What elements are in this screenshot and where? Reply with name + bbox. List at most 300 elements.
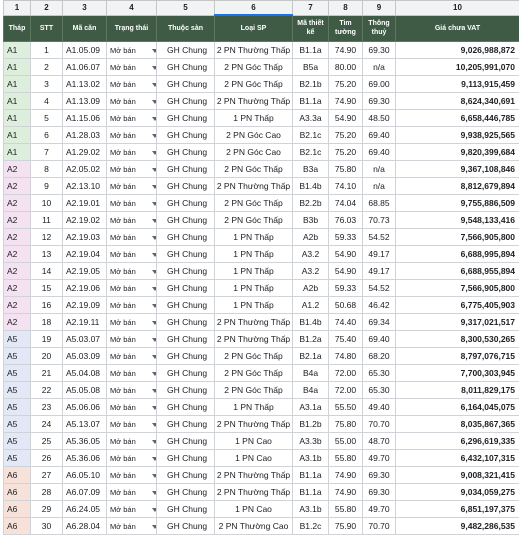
cell-gia[interactable]: 9,034,059,275 — [396, 484, 519, 501]
cell-ma-can[interactable]: A1.05.09 — [63, 42, 107, 59]
cell-thuoc-san[interactable]: GH Chung — [157, 433, 215, 450]
cell-thap[interactable]: A5 — [4, 382, 31, 399]
cell-stt[interactable]: 7 — [31, 144, 63, 161]
cell-stt[interactable]: 9 — [31, 178, 63, 195]
dropdown-arrow-icon[interactable] — [152, 134, 157, 138]
cell-loai-sp[interactable]: 1 PN Thấp — [215, 297, 293, 314]
cell-tim-tuong[interactable]: 55.00 — [329, 433, 363, 450]
cell-gia[interactable]: 9,548,133,416 — [396, 212, 519, 229]
cell-thuoc-san[interactable]: GH Chung — [157, 399, 215, 416]
cell-thuoc-san[interactable]: GH Chung — [157, 501, 215, 518]
dropdown-arrow-icon[interactable] — [152, 202, 157, 206]
cell-loai-sp[interactable]: 1 PN Cao — [215, 501, 293, 518]
cell-stt[interactable]: 29 — [31, 501, 63, 518]
cell-ma-can[interactable]: A1.28.03 — [63, 127, 107, 144]
dropdown-arrow-icon[interactable] — [152, 457, 157, 461]
cell-thap[interactable]: A5 — [4, 365, 31, 382]
cell-trang-thai[interactable] — [107, 195, 157, 212]
cell-loai-sp[interactable]: 2 PN Góc Thấp — [215, 348, 293, 365]
column-number[interactable]: 10 — [396, 1, 519, 16]
cell-loai-sp[interactable]: 2 PN Góc Thấp — [215, 382, 293, 399]
cell-gia[interactable]: 9,026,988,872 — [396, 42, 519, 59]
dropdown-arrow-icon[interactable] — [152, 440, 157, 444]
cell-gia[interactable]: 6,296,619,335 — [396, 433, 519, 450]
dropdown-arrow-icon[interactable] — [152, 525, 157, 529]
cell-ma-thiet-ke[interactable]: B1.2a — [293, 331, 329, 348]
cell-gia[interactable]: 7,566,905,800 — [396, 229, 519, 246]
dropdown-arrow-icon[interactable] — [152, 304, 157, 308]
cell-ma-can[interactable]: A2.19.04 — [63, 246, 107, 263]
cell-thap[interactable]: A6 — [4, 501, 31, 518]
cell-trang-thai[interactable] — [107, 76, 157, 93]
cell-trang-thai[interactable] — [107, 382, 157, 399]
cell-thong-thuy[interactable]: 69.30 — [363, 467, 396, 484]
cell-thuoc-san[interactable]: GH Chung — [157, 382, 215, 399]
cell-thap[interactable]: A2 — [4, 212, 31, 229]
cell-tim-tuong[interactable]: 75.20 — [329, 127, 363, 144]
cell-tim-tuong[interactable]: 74.90 — [329, 467, 363, 484]
cell-ma-thiet-ke[interactable]: A3.1b — [293, 501, 329, 518]
cell-gia[interactable]: 8,624,340,691 — [396, 93, 519, 110]
cell-thong-thuy[interactable]: 70.73 — [363, 212, 396, 229]
cell-tim-tuong[interactable]: 59.33 — [329, 229, 363, 246]
cell-trang-thai[interactable] — [107, 399, 157, 416]
dropdown-arrow-icon[interactable] — [152, 355, 157, 359]
cell-tim-tuong[interactable]: 75.80 — [329, 416, 363, 433]
cell-thong-thuy[interactable]: 69.34 — [363, 314, 396, 331]
cell-trang-thai[interactable] — [107, 348, 157, 365]
cell-thuoc-san[interactable]: GH Chung — [157, 93, 215, 110]
dropdown-arrow-icon[interactable] — [152, 49, 157, 53]
cell-ma-can[interactable]: A1.13.09 — [63, 93, 107, 110]
cell-stt[interactable]: 10 — [31, 195, 63, 212]
cell-ma-can[interactable]: A6.24.05 — [63, 501, 107, 518]
cell-gia[interactable]: 6,688,955,894 — [396, 263, 519, 280]
cell-loai-sp[interactable]: 2 PN Thường Thấp — [215, 93, 293, 110]
cell-thong-thuy[interactable]: 70.70 — [363, 518, 396, 535]
dropdown-arrow-icon[interactable] — [152, 83, 157, 87]
cell-gia[interactable]: 8,035,867,365 — [396, 416, 519, 433]
header-stt[interactable]: STT — [31, 15, 63, 42]
cell-thuoc-san[interactable]: GH Chung — [157, 246, 215, 263]
cell-thong-thuy[interactable]: n/a — [363, 161, 396, 178]
cell-tim-tuong[interactable]: 75.40 — [329, 331, 363, 348]
cell-thuoc-san[interactable]: GH Chung — [157, 280, 215, 297]
cell-loai-sp[interactable]: 2 PN Góc Thấp — [215, 195, 293, 212]
cell-loai-sp[interactable]: 2 PN Thường Thấp — [215, 484, 293, 501]
column-number[interactable]: 4 — [107, 1, 157, 16]
cell-stt[interactable]: 21 — [31, 365, 63, 382]
cell-trang-thai[interactable] — [107, 484, 157, 501]
cell-thap[interactable]: A2 — [4, 229, 31, 246]
cell-gia[interactable]: 9,938,925,565 — [396, 127, 519, 144]
column-number[interactable]: 2 — [31, 1, 63, 16]
cell-ma-thiet-ke[interactable]: B2.1a — [293, 348, 329, 365]
cell-tim-tuong[interactable]: 74.90 — [329, 42, 363, 59]
dropdown-arrow-icon[interactable] — [152, 389, 157, 393]
cell-loai-sp[interactable]: 2 PN Góc Thấp — [215, 365, 293, 382]
cell-gia[interactable]: 9,755,886,509 — [396, 195, 519, 212]
cell-loai-sp[interactable]: 1 PN Thấp — [215, 263, 293, 280]
cell-gia[interactable]: 6,658,446,785 — [396, 110, 519, 127]
dropdown-arrow-icon[interactable] — [152, 287, 157, 291]
cell-tim-tuong[interactable]: 72.00 — [329, 382, 363, 399]
cell-thuoc-san[interactable]: GH Chung — [157, 416, 215, 433]
cell-stt[interactable]: 11 — [31, 212, 63, 229]
cell-trang-thai[interactable] — [107, 433, 157, 450]
cell-ma-can[interactable]: A6.28.04 — [63, 518, 107, 535]
cell-ma-thiet-ke[interactable]: B4a — [293, 382, 329, 399]
cell-trang-thai[interactable] — [107, 144, 157, 161]
cell-thong-thuy[interactable]: 69.30 — [363, 93, 396, 110]
header-thap[interactable]: Tháp — [4, 15, 31, 42]
cell-thuoc-san[interactable]: GH Chung — [157, 195, 215, 212]
cell-thap[interactable]: A6 — [4, 467, 31, 484]
cell-thong-thuy[interactable]: 54.52 — [363, 229, 396, 246]
cell-stt[interactable]: 22 — [31, 382, 63, 399]
cell-stt[interactable]: 26 — [31, 450, 63, 467]
cell-ma-thiet-ke[interactable]: B2.1c — [293, 144, 329, 161]
cell-loai-sp[interactable]: 2 PN Góc Cao — [215, 127, 293, 144]
cell-ma-thiet-ke[interactable]: A3.3b — [293, 433, 329, 450]
cell-thuoc-san[interactable]: GH Chung — [157, 518, 215, 535]
cell-ma-can[interactable]: A6.05.10 — [63, 467, 107, 484]
cell-ma-thiet-ke[interactable]: B1.2c — [293, 518, 329, 535]
cell-ma-thiet-ke[interactable]: B1.4b — [293, 314, 329, 331]
cell-thap[interactable]: A6 — [4, 484, 31, 501]
cell-loai-sp[interactable]: 1 PN Thấp — [215, 110, 293, 127]
cell-thong-thuy[interactable]: 54.52 — [363, 280, 396, 297]
cell-tim-tuong[interactable]: 76.03 — [329, 212, 363, 229]
cell-stt[interactable]: 5 — [31, 110, 63, 127]
cell-gia[interactable]: 9,113,915,459 — [396, 76, 519, 93]
cell-thap[interactable]: A2 — [4, 246, 31, 263]
cell-gia[interactable]: 10,205,991,070 — [396, 59, 519, 76]
cell-tim-tuong[interactable]: 80.00 — [329, 59, 363, 76]
cell-trang-thai[interactable] — [107, 518, 157, 535]
cell-stt[interactable]: 8 — [31, 161, 63, 178]
cell-thong-thuy[interactable]: 68.85 — [363, 195, 396, 212]
cell-tim-tuong[interactable]: 59.33 — [329, 280, 363, 297]
cell-thap[interactable]: A5 — [4, 433, 31, 450]
cell-gia[interactable]: 9,820,399,684 — [396, 144, 519, 161]
cell-tim-tuong[interactable]: 55.80 — [329, 450, 363, 467]
cell-tim-tuong[interactable]: 74.40 — [329, 314, 363, 331]
cell-thuoc-san[interactable]: GH Chung — [157, 110, 215, 127]
cell-ma-thiet-ke[interactable]: B2.2b — [293, 195, 329, 212]
header-ma-thiet-ke[interactable]: Mã thiết kế — [293, 15, 329, 42]
cell-stt[interactable]: 30 — [31, 518, 63, 535]
cell-thong-thuy[interactable]: 49.17 — [363, 263, 396, 280]
cell-gia[interactable]: 8,797,076,715 — [396, 348, 519, 365]
cell-loai-sp[interactable]: 1 PN Thấp — [215, 280, 293, 297]
cell-stt[interactable]: 19 — [31, 331, 63, 348]
cell-ma-thiet-ke[interactable]: B2.1b — [293, 76, 329, 93]
cell-thap[interactable]: A1 — [4, 144, 31, 161]
cell-ma-can[interactable]: A2.19.03 — [63, 229, 107, 246]
cell-thap[interactable]: A2 — [4, 314, 31, 331]
cell-gia[interactable]: 8,011,829,175 — [396, 382, 519, 399]
dropdown-arrow-icon[interactable] — [152, 406, 157, 410]
cell-tim-tuong[interactable]: 50.68 — [329, 297, 363, 314]
header-thong-thuy[interactable]: Thông thuỷ — [363, 15, 396, 42]
cell-ma-can[interactable]: A6.07.09 — [63, 484, 107, 501]
cell-tim-tuong[interactable]: 74.90 — [329, 484, 363, 501]
cell-trang-thai[interactable] — [107, 331, 157, 348]
cell-thuoc-san[interactable]: GH Chung — [157, 297, 215, 314]
cell-ma-thiet-ke[interactable]: B3b — [293, 212, 329, 229]
cell-thap[interactable]: A2 — [4, 161, 31, 178]
cell-ma-thiet-ke[interactable]: B1.1a — [293, 93, 329, 110]
cell-tim-tuong[interactable]: 74.90 — [329, 93, 363, 110]
column-number[interactable]: 8 — [329, 1, 363, 16]
cell-trang-thai[interactable] — [107, 280, 157, 297]
cell-gia[interactable]: 6,164,045,075 — [396, 399, 519, 416]
cell-tim-tuong[interactable]: 55.80 — [329, 501, 363, 518]
cell-thong-thuy[interactable]: 46.42 — [363, 297, 396, 314]
dropdown-arrow-icon[interactable] — [152, 168, 157, 172]
cell-loai-sp[interactable]: 1 PN Thấp — [215, 229, 293, 246]
cell-thong-thuy[interactable]: n/a — [363, 59, 396, 76]
cell-stt[interactable]: 25 — [31, 433, 63, 450]
cell-gia[interactable]: 6,688,995,894 — [396, 246, 519, 263]
cell-thong-thuy[interactable]: 68.20 — [363, 348, 396, 365]
dropdown-arrow-icon[interactable] — [152, 185, 157, 189]
cell-stt[interactable]: 16 — [31, 297, 63, 314]
cell-trang-thai[interactable] — [107, 314, 157, 331]
cell-thap[interactable]: A2 — [4, 280, 31, 297]
cell-ma-can[interactable]: A5.03.07 — [63, 331, 107, 348]
cell-stt[interactable]: 6 — [31, 127, 63, 144]
cell-loai-sp[interactable]: 2 PN Góc Thấp — [215, 59, 293, 76]
cell-loai-sp[interactable]: 2 PN Góc Thấp — [215, 161, 293, 178]
cell-trang-thai[interactable] — [107, 161, 157, 178]
cell-ma-thiet-ke[interactable]: A1.2 — [293, 297, 329, 314]
dropdown-arrow-icon[interactable] — [152, 508, 157, 512]
cell-thap[interactable]: A1 — [4, 93, 31, 110]
cell-ma-thiet-ke[interactable]: B4a — [293, 365, 329, 382]
cell-thap[interactable]: A6 — [4, 518, 31, 535]
cell-ma-thiet-ke[interactable]: B1.2b — [293, 416, 329, 433]
cell-thong-thuy[interactable]: 65.30 — [363, 365, 396, 382]
cell-tim-tuong[interactable]: 75.20 — [329, 76, 363, 93]
cell-loai-sp[interactable]: 2 PN Góc Thấp — [215, 212, 293, 229]
cell-tim-tuong[interactable]: 54.90 — [329, 246, 363, 263]
cell-thuoc-san[interactable]: GH Chung — [157, 450, 215, 467]
column-number[interactable]: 9 — [363, 1, 396, 16]
dropdown-arrow-icon[interactable] — [152, 270, 157, 274]
cell-trang-thai[interactable] — [107, 59, 157, 76]
cell-trang-thai[interactable] — [107, 229, 157, 246]
cell-ma-can[interactable]: A2.19.05 — [63, 263, 107, 280]
cell-tim-tuong[interactable]: 54.90 — [329, 263, 363, 280]
cell-tim-tuong[interactable]: 55.50 — [329, 399, 363, 416]
column-number[interactable]: 7 — [293, 1, 329, 16]
cell-thong-thuy[interactable]: 69.00 — [363, 76, 396, 93]
cell-gia[interactable]: 6,775,405,903 — [396, 297, 519, 314]
cell-ma-can[interactable]: A2.19.11 — [63, 314, 107, 331]
column-number[interactable]: 3 — [63, 1, 107, 16]
cell-thong-thuy[interactable]: 69.30 — [363, 484, 396, 501]
cell-tim-tuong[interactable]: 72.00 — [329, 365, 363, 382]
cell-loai-sp[interactable]: 2 PN Thường Thấp — [215, 314, 293, 331]
cell-thong-thuy[interactable]: 70.70 — [363, 416, 396, 433]
header-gia[interactable]: Giá chưa VAT — [396, 15, 519, 42]
dropdown-arrow-icon[interactable] — [152, 236, 157, 240]
cell-thuoc-san[interactable]: GH Chung — [157, 314, 215, 331]
cell-ma-can[interactable]: A2.05.02 — [63, 161, 107, 178]
cell-thuoc-san[interactable]: GH Chung — [157, 161, 215, 178]
cell-trang-thai[interactable] — [107, 365, 157, 382]
cell-thong-thuy[interactable]: 48.70 — [363, 433, 396, 450]
cell-thuoc-san[interactable]: GH Chung — [157, 76, 215, 93]
dropdown-arrow-icon[interactable] — [152, 219, 157, 223]
cell-thap[interactable]: A1 — [4, 59, 31, 76]
cell-gia[interactable]: 8,812,679,894 — [396, 178, 519, 195]
cell-thong-thuy[interactable]: 49.70 — [363, 450, 396, 467]
cell-thong-thuy[interactable]: 69.30 — [363, 42, 396, 59]
cell-trang-thai[interactable] — [107, 450, 157, 467]
cell-stt[interactable]: 14 — [31, 263, 63, 280]
cell-ma-thiet-ke[interactable]: A2b — [293, 280, 329, 297]
cell-loai-sp[interactable]: 2 PN Thường Thấp — [215, 331, 293, 348]
dropdown-arrow-icon[interactable] — [152, 100, 157, 104]
cell-trang-thai[interactable] — [107, 297, 157, 314]
cell-stt[interactable]: 13 — [31, 246, 63, 263]
cell-gia[interactable]: 9,367,108,846 — [396, 161, 519, 178]
cell-ma-can[interactable]: A5.36.05 — [63, 433, 107, 450]
cell-loai-sp[interactable]: 2 PN Thường Cao — [215, 518, 293, 535]
cell-stt[interactable]: 3 — [31, 76, 63, 93]
cell-ma-thiet-ke[interactable]: B1.1a — [293, 484, 329, 501]
cell-thuoc-san[interactable]: GH Chung — [157, 263, 215, 280]
cell-thap[interactable]: A5 — [4, 331, 31, 348]
cell-loai-sp[interactable]: 2 PN Góc Thấp — [215, 76, 293, 93]
cell-thuoc-san[interactable]: GH Chung — [157, 348, 215, 365]
cell-gia[interactable]: 6,851,197,375 — [396, 501, 519, 518]
cell-loai-sp[interactable]: 2 PN Góc Cao — [215, 144, 293, 161]
cell-ma-thiet-ke[interactable]: B5a — [293, 59, 329, 76]
dropdown-arrow-icon[interactable] — [152, 423, 157, 427]
cell-ma-can[interactable]: A1.06.07 — [63, 59, 107, 76]
cell-gia[interactable]: 9,317,021,517 — [396, 314, 519, 331]
cell-thong-thuy[interactable]: 69.40 — [363, 127, 396, 144]
cell-gia[interactable]: 9,008,321,415 — [396, 467, 519, 484]
cell-ma-can[interactable]: A5.06.06 — [63, 399, 107, 416]
cell-stt[interactable]: 27 — [31, 467, 63, 484]
cell-thong-thuy[interactable]: 49.17 — [363, 246, 396, 263]
cell-thap[interactable]: A2 — [4, 297, 31, 314]
cell-thuoc-san[interactable]: GH Chung — [157, 59, 215, 76]
cell-tim-tuong[interactable]: 75.80 — [329, 161, 363, 178]
cell-ma-can[interactable]: A1.29.02 — [63, 144, 107, 161]
cell-thap[interactable]: A2 — [4, 263, 31, 280]
cell-trang-thai[interactable] — [107, 212, 157, 229]
cell-gia[interactable]: 7,566,905,800 — [396, 280, 519, 297]
cell-ma-can[interactable]: A5.04.08 — [63, 365, 107, 382]
cell-gia[interactable]: 7,700,303,945 — [396, 365, 519, 382]
cell-stt[interactable]: 15 — [31, 280, 63, 297]
cell-thong-thuy[interactable]: 49.70 — [363, 501, 396, 518]
cell-ma-thiet-ke[interactable]: A2b — [293, 229, 329, 246]
cell-stt[interactable]: 23 — [31, 399, 63, 416]
cell-trang-thai[interactable] — [107, 110, 157, 127]
cell-thuoc-san[interactable]: GH Chung — [157, 144, 215, 161]
cell-thap[interactable]: A1 — [4, 76, 31, 93]
cell-ma-can[interactable]: A2.19.02 — [63, 212, 107, 229]
cell-trang-thai[interactable] — [107, 93, 157, 110]
cell-thong-thuy[interactable]: 48.50 — [363, 110, 396, 127]
cell-ma-can[interactable]: A2.19.09 — [63, 297, 107, 314]
cell-thuoc-san[interactable]: GH Chung — [157, 484, 215, 501]
cell-ma-can[interactable]: A1.15.06 — [63, 110, 107, 127]
cell-stt[interactable]: 24 — [31, 416, 63, 433]
cell-stt[interactable]: 28 — [31, 484, 63, 501]
cell-thuoc-san[interactable]: GH Chung — [157, 331, 215, 348]
dropdown-arrow-icon[interactable] — [152, 474, 157, 478]
cell-loai-sp[interactable]: 2 PN Thường Thấp — [215, 467, 293, 484]
cell-trang-thai[interactable] — [107, 246, 157, 263]
header-ma-can[interactable]: Mã căn — [63, 15, 107, 42]
dropdown-arrow-icon[interactable] — [152, 372, 157, 376]
cell-thap[interactable]: A5 — [4, 348, 31, 365]
cell-loai-sp[interactable]: 1 PN Cao — [215, 433, 293, 450]
cell-thap[interactable]: A5 — [4, 399, 31, 416]
cell-gia[interactable]: 6,432,107,315 — [396, 450, 519, 467]
cell-ma-thiet-ke[interactable]: A3.3a — [293, 110, 329, 127]
dropdown-arrow-icon[interactable] — [152, 117, 157, 121]
cell-thap[interactable]: A5 — [4, 416, 31, 433]
cell-ma-thiet-ke[interactable]: A3.2 — [293, 263, 329, 280]
cell-stt[interactable]: 20 — [31, 348, 63, 365]
cell-ma-can[interactable]: A2.19.06 — [63, 280, 107, 297]
cell-trang-thai[interactable] — [107, 42, 157, 59]
cell-ma-can[interactable]: A2.13.10 — [63, 178, 107, 195]
cell-ma-thiet-ke[interactable]: B1.1a — [293, 42, 329, 59]
cell-thong-thuy[interactable]: 69.40 — [363, 144, 396, 161]
header-trang-thai[interactable]: Trạng thái — [107, 15, 157, 42]
cell-ma-thiet-ke[interactable]: B1.4b — [293, 178, 329, 195]
cell-ma-can[interactable]: A5.03.09 — [63, 348, 107, 365]
cell-thuoc-san[interactable]: GH Chung — [157, 42, 215, 59]
cell-trang-thai[interactable] — [107, 263, 157, 280]
cell-ma-thiet-ke[interactable]: B1.1a — [293, 467, 329, 484]
header-loai-sp[interactable]: Loại SP — [215, 15, 293, 42]
cell-trang-thai[interactable] — [107, 501, 157, 518]
cell-ma-can[interactable]: A5.05.08 — [63, 382, 107, 399]
dropdown-arrow-icon[interactable] — [152, 321, 157, 325]
cell-ma-thiet-ke[interactable]: A3.2 — [293, 246, 329, 263]
cell-stt[interactable]: 18 — [31, 314, 63, 331]
cell-ma-thiet-ke[interactable]: A3.1a — [293, 399, 329, 416]
cell-thong-thuy[interactable]: 65.30 — [363, 382, 396, 399]
cell-thap[interactable]: A1 — [4, 110, 31, 127]
cell-tim-tuong[interactable]: 75.90 — [329, 518, 363, 535]
cell-trang-thai[interactable] — [107, 178, 157, 195]
cell-loai-sp[interactable]: 2 PN Thường Thấp — [215, 416, 293, 433]
dropdown-arrow-icon[interactable] — [152, 66, 157, 70]
cell-stt[interactable]: 1 — [31, 42, 63, 59]
column-number[interactable]: 5 — [157, 1, 215, 16]
cell-thap[interactable]: A1 — [4, 42, 31, 59]
cell-ma-can[interactable]: A1.13.02 — [63, 76, 107, 93]
cell-thong-thuy[interactable]: 49.40 — [363, 399, 396, 416]
cell-loai-sp[interactable]: 1 PN Cao — [215, 450, 293, 467]
dropdown-arrow-icon[interactable] — [152, 338, 157, 342]
cell-ma-thiet-ke[interactable]: B3a — [293, 161, 329, 178]
dropdown-arrow-icon[interactable] — [152, 253, 157, 257]
cell-ma-thiet-ke[interactable]: A3.1b — [293, 450, 329, 467]
